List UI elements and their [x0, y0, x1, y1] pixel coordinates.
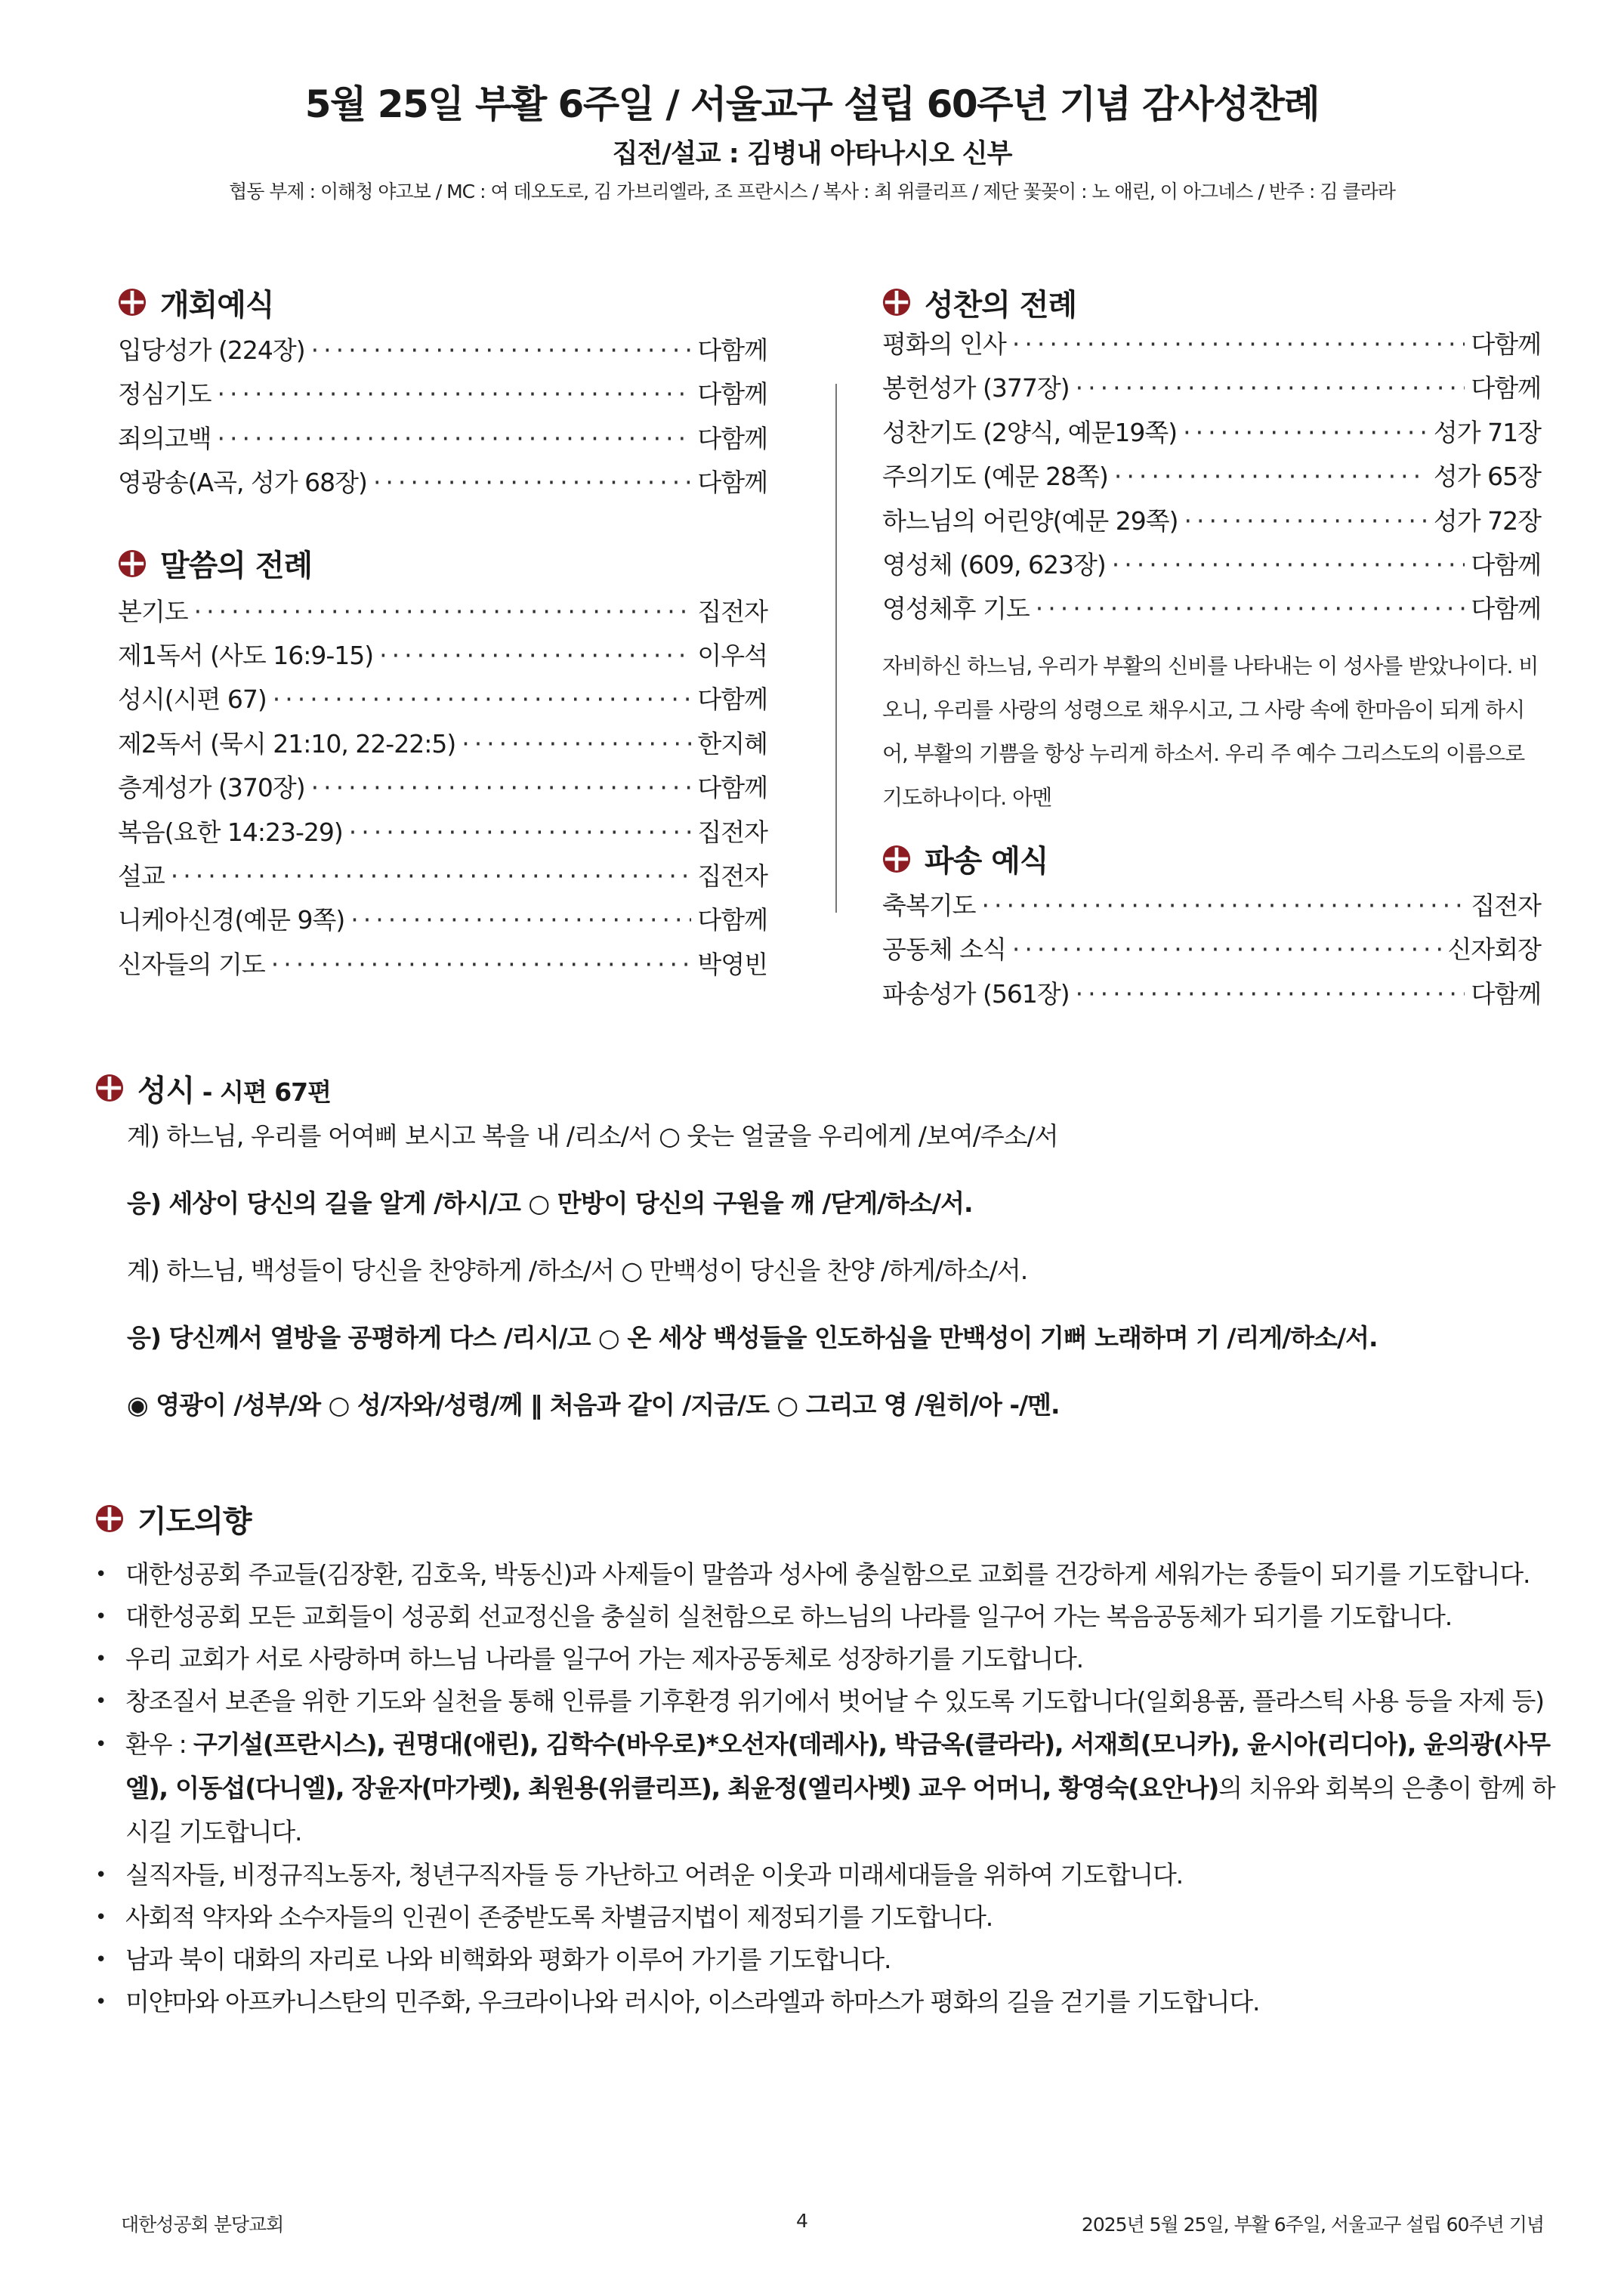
word-title: 말씀의 전례: [160, 549, 313, 584]
dot-leader: [350, 905, 691, 935]
list-item: • 미얀마와 아프카니스탄의 민주화, 우크라이나와 러시아, 이스라엘과 하마스가 평화의 길을 걷기를 기도합니다.: [95, 1981, 1561, 2023]
list-item: [118, 636, 767, 680]
item-value: 다함께: [697, 468, 767, 498]
item-value: 다함께: [1471, 329, 1541, 359]
list-item: [118, 375, 767, 419]
right-column: [882, 280, 1541, 1018]
dot-leader: [462, 729, 691, 759]
psalm-title: [137, 1067, 331, 1110]
item-name: 평화의 인사: [882, 329, 1006, 359]
intentions-section-heading: [95, 1496, 1561, 1541]
dot-leader: [1076, 979, 1465, 1009]
opening-list: [118, 331, 767, 508]
list-item: [882, 457, 1541, 501]
dot-leader: [379, 641, 691, 670]
staff-line: 협동 부제 : 이해청 야고보 / MC : 여 데오도로, 김 가브리엘라, 조 프란시스 / 복사 : 최 위클리프 / 제단 꽃꽂이 : 노 애린, 이 아그네스 / 반주 : 김 클라라: [229, 181, 1395, 202]
cross-icon: [95, 1504, 124, 1533]
item-name: 층계성가 (370장): [118, 773, 305, 803]
item-name: 봉헌성가 (377장): [882, 373, 1070, 403]
psalm-line-gloria: ◉ 영광이 /성부/와 ○ 성/자와/성령/께 ‖ 처음과 같이 /지금/도 ○ 그리고 영 /원히/아 -/멘.: [127, 1390, 1060, 1420]
dot-leader: [194, 597, 692, 626]
psalm-section: [95, 1065, 1545, 1421]
list-item: [118, 901, 767, 944]
item-name: 정심기도: [118, 379, 211, 409]
item-name: 하느님의 어린양(예문 29쪽): [882, 505, 1178, 536]
list-item: [882, 325, 1541, 369]
item-name: 성시(시편 67): [118, 685, 267, 715]
item-value: 박영빈: [697, 949, 767, 979]
left-column: [118, 280, 767, 989]
list-item: [118, 592, 767, 636]
opening-section-heading: [118, 280, 767, 325]
item-name: 죄의고백: [118, 423, 211, 453]
list-item: • 사회적 약자와 소수자들의 인권이 존중받도록 차별금지법이 제정되기를 기도합니다.: [95, 1896, 1561, 1939]
psalm-title-text: 성시: [137, 1073, 195, 1108]
bulletin-header: [0, 82, 1624, 204]
list-item: [882, 369, 1541, 413]
dismissal-list: [882, 886, 1541, 1018]
psalm-line-response: 응) 세상이 당신의 길을 알게 /하시/고 ○ 만방이 당신의 구원을 깨 /닫게/하소/서.: [127, 1188, 973, 1218]
item-name: 입당성가 (224장): [118, 335, 305, 365]
item-value: 집전자: [697, 596, 767, 626]
item-name: 제1독서 (사도 16:9-15): [118, 640, 374, 670]
item-value: 다함께: [697, 905, 767, 935]
post-communion-prayer: 자비하신 하느님, 우리가 부활의 신비를 나타내는 이 성사를 받았나이다. 비오니, 우리를 사랑의 성령으로 채우시고, 그 사랑 속에 한마음이 되게 하시어, 부활의 기쁨을 항상 누리게 하소서. 우리 주 예수 그리스도의 이름으로 기도하나이다. 아멘: [882, 653, 1539, 810]
intentions-section: [95, 1496, 1561, 2023]
list-item: [118, 813, 767, 857]
word-section-heading: [118, 541, 767, 586]
list-item: [118, 857, 767, 901]
item-value: 다함께: [697, 423, 767, 453]
list-item: • 남과 북이 대화의 자리로 나와 비핵화와 평화가 이루어 가기를 기도합니다.: [95, 1939, 1561, 1981]
dot-leader: [349, 817, 692, 847]
item-name: 신자들의 기도: [118, 949, 265, 979]
dot-leader: [311, 773, 692, 802]
item-name: 영성체 (609, 623장): [882, 549, 1106, 579]
item-name: 영광송(A곡, 성가 68장): [118, 468, 367, 498]
dismissal-title: 파송 예식: [925, 844, 1048, 879]
item-value: 다함께: [697, 773, 767, 803]
list-item: [118, 419, 767, 463]
psalm-section-heading: [95, 1065, 1545, 1111]
list-item: • 대한성공회 주교들(김장환, 김호욱, 박동신)과 사제들이 말씀과 성사에 충실함으로 교회를 건강하게 세워가는 종들이 되기를 기도합니다.: [95, 1553, 1561, 1596]
item-name: 본기도: [118, 596, 188, 626]
item-name: 성찬기도 (2양식, 예문19쪽): [882, 417, 1178, 447]
dot-leader: [1012, 935, 1442, 964]
dot-leader: [1112, 550, 1465, 579]
dot-leader: [1184, 506, 1428, 536]
page-title: 5월 25일 부활 6주일 / 서울교구 설립 60주년 기념 감사성찬례: [304, 82, 1320, 126]
psalm-subtitle: - 시편 67편: [194, 1077, 332, 1107]
item-value: 다함께: [1471, 549, 1541, 579]
item-name: 공동체 소식: [882, 935, 1006, 965]
item-value: 다함께: [1471, 978, 1541, 1009]
list-item: [882, 502, 1541, 545]
patients-suffix: 의 치유와 회복의 은총이 함께 하시길 기도합니다.: [125, 1773, 1555, 1846]
list-item: • 창조질서 보존을 위한 기도와 실천을 통해 인류를 기후환경 위기에서 벗어날 수 있도록 기도합니다(일회용품, 플라스틱 사용 등을 자제 등): [95, 1680, 1561, 1723]
footer-church: 대한성공회 분당교회: [121, 2214, 284, 2236]
psalm-line-leader: 계) 하느님, 우리를 어여삐 보시고 복을 내 /리소/서 ○ 웃는 얼굴을 우리에게 /보여/주소/서: [127, 1121, 1058, 1151]
column-divider: [835, 384, 837, 913]
dot-leader: [373, 468, 691, 497]
dot-leader: [218, 379, 692, 409]
list-item: [118, 945, 767, 989]
item-name: 파송성가 (561장): [882, 978, 1070, 1009]
item-value: 성가 71장: [1433, 417, 1541, 447]
eucharist-title: 성찬의 전례: [925, 287, 1077, 323]
item-value: 다함께: [1471, 373, 1541, 403]
item-value: 다함께: [1471, 594, 1541, 624]
item-name: 주의기도 (예문 28쪽): [882, 462, 1108, 492]
item-value: 성가 65장: [1433, 462, 1541, 492]
dot-leader: [1076, 373, 1465, 403]
list-item: [118, 463, 767, 507]
dot-leader: [271, 950, 692, 979]
list-item: [118, 768, 767, 812]
item-value: 이우석: [697, 640, 767, 670]
dot-leader: [982, 891, 1465, 920]
cross-icon: [118, 549, 147, 578]
cross-icon: [95, 1074, 124, 1102]
dot-leader: [1036, 594, 1465, 623]
list-item: [882, 930, 1541, 974]
item-name: 영성체후 기도: [882, 594, 1030, 624]
item-name: 니케아신경(예문 9쪽): [118, 905, 345, 935]
item-name: 축복기도: [882, 890, 976, 920]
patients-names: 구기설(프란시스), 권명대(애린), 김학수(바우로)*오선자(데레사), 박금옥(클라라), 서재희(모니카), 윤시아(리디아), 윤의광(사무엘), 이동섭(다니엘), 장윤자(마가렛), 최원용(위클리프), 최윤정(엘리사벳) 교우 어머니, 황영숙(요안나): [125, 1729, 1550, 1803]
list-item: [882, 413, 1541, 457]
item-value: 다함께: [697, 685, 767, 715]
dismissal-section-heading: [882, 836, 1541, 882]
item-name: 제2독서 (묵시 21:10, 22-22:5): [118, 728, 456, 759]
list-item: [882, 545, 1541, 589]
intentions-list: [95, 1553, 1561, 2023]
item-value: 다함께: [697, 335, 767, 365]
list-item: • 실직자들, 비정규직노동자, 청년구직자들 등 가난하고 어려운 이웃과 미래세대들을 위하여 기도합니다.: [95, 1854, 1561, 1896]
dot-leader: [1183, 418, 1428, 447]
celebrant-line: 집전/설교 : 김병내 아타나시오 신부: [612, 139, 1012, 169]
dot-leader: [218, 424, 692, 453]
list-item: [882, 589, 1541, 633]
cross-icon: [118, 288, 147, 317]
item-value: 성가 72장: [1433, 505, 1541, 536]
item-value: 신자회장: [1447, 935, 1541, 965]
patients-prefix: 환우 :: [125, 1729, 193, 1759]
dot-leader: [1012, 329, 1465, 359]
psalm-line-response: 응) 당신께서 열방을 공평하게 다스 /리시/고 ○ 온 세상 백성들을 인도하심을 만백성이 기뻐 노래하며 기 /리게/하소/서.: [127, 1323, 1378, 1352]
item-value: 집전자: [697, 817, 767, 847]
opening-title: 개회예식: [160, 287, 274, 323]
eucharist-list: [882, 325, 1541, 634]
intentions-title: 기도의향: [137, 1503, 252, 1539]
dot-leader: [171, 861, 692, 891]
word-list: [118, 592, 767, 990]
list-item: [118, 725, 767, 768]
dot-leader: [1114, 462, 1428, 491]
page-number: 4: [796, 2210, 807, 2232]
list-item: [882, 886, 1541, 930]
list-item: • 우리 교회가 서로 사랑하며 하느님 나라를 일구어 가는 제자공동체로 성장하기를 기도합니다.: [95, 1638, 1561, 1680]
item-name: 설교: [118, 861, 165, 891]
psalm-line-leader: 계) 하느님, 백성들이 당신을 찬양하게 /하소/서 ○ 만백성이 당신을 찬양 /하게/하소/서.: [127, 1256, 1028, 1285]
dot-leader: [273, 685, 692, 714]
cross-icon: [882, 845, 911, 873]
item-value: 집전자: [1471, 890, 1541, 920]
list-item: [118, 331, 767, 375]
item-name: 복음(요한 14:23-29): [118, 817, 343, 847]
item-value: 다함께: [697, 379, 767, 409]
footer-date: 2025년 5월 25일, 부활 6주일, 서울교구 설립 60주년 기념: [1081, 2214, 1544, 2236]
eucharist-section-heading: [882, 280, 1541, 325]
dot-leader: [311, 335, 692, 365]
item-value: 집전자: [697, 861, 767, 891]
list-item: [882, 975, 1541, 1018]
patients-item: [95, 1723, 1561, 1854]
cross-icon: [882, 288, 911, 317]
item-value: 한지혜: [697, 728, 767, 759]
list-item: [118, 680, 767, 724]
list-item: • 대한성공회 모든 교회들이 성공회 선교정신을 충실히 실천함으로 하느님의 나라를 일구어 가는 복음공동체가 되기를 기도합니다.: [95, 1596, 1561, 1638]
